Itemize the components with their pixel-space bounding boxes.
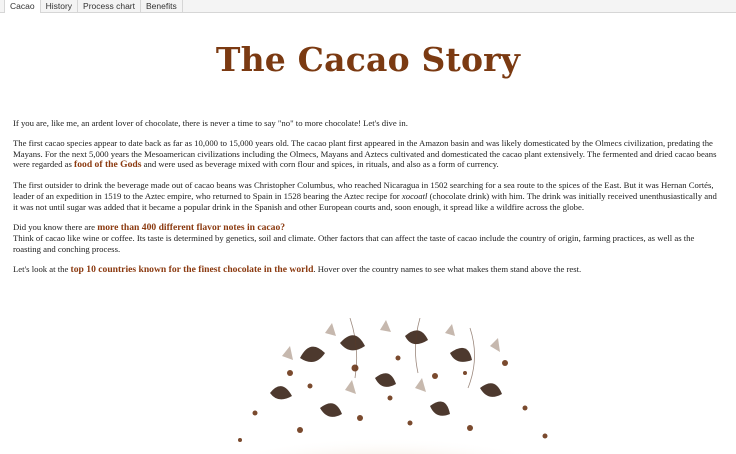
flavor-paragraph <box>13 222 723 255</box>
tab-cacao[interactable]: Cacao <box>4 0 41 13</box>
europe-text-a: The first outsider to drink the beverage made out of cacao beans was Christopher Columbus, who reached Nicaragua in 1502 searching for a sea route to the spices of the East. But it was Hernan Cortés, leader of an expedition in 1519 to the Aztec empire, who returned to Spain in 1528 bearing the Aztec recipe for <box>13 180 714 201</box>
flavor-notes-highlight: more than 400 different flavor notes in cacao? <box>97 221 286 233</box>
tab-history[interactable]: History <box>41 0 78 12</box>
europe-paragraph <box>13 180 723 212</box>
origin-text-b: and were used as beverage mixed with corn flour and spices, in rituals, and also as a form of currency. <box>141 159 499 170</box>
page-title: The Cacao Story <box>215 40 521 79</box>
flavor-text-a: Did you know there are <box>13 221 98 232</box>
tab-process-chart[interactable]: Process chart <box>78 0 141 12</box>
origin-text-a: The first cacao species appear to date back as far as 10,000 to 15,000 years old. The cacao plant first appeared in the Amazon basin and was likely domesticated by the Olmecs civilization, predating the Mayans. For the next 5,000 years the Mesoamerican civilizations including the Olmecs, Mayans and Aztecs cultivated and domesticated the cacao plant extensively. The fermented and dried cacao beans were regarded as <box>13 137 717 170</box>
xocoatl-term: xocoatl <box>401 190 428 201</box>
tab-benefits[interactable]: Benefits <box>141 0 183 12</box>
food-of-gods-highlight: food of the Gods <box>74 159 142 171</box>
article-body <box>13 118 723 285</box>
europe-text-b: (chocolate drink) with him. The drink was initially received unenthusiastically and it was not until sugar was added that it became a popular drink in the Spanish and other European courts and, soon enough, it spread like a wildfire across the globe. <box>13 190 717 212</box>
intro-paragraph: If you are, like me, an ardent lover of chocolate, there is never a time to say "no" to more chocolate! Let's dive in. <box>13 118 408 128</box>
cacao-splash-illustration <box>150 318 610 454</box>
countries-text-b: . Hover over the country names to see what makes them stand above the rest. <box>313 263 582 274</box>
top-countries-highlight[interactable]: top 10 countries known for the finest chocolate in the world <box>70 263 314 275</box>
countries-text-a: Let's look at the <box>13 263 71 274</box>
flavor-text-b: Think of cacao like wine or coffee. Its taste is determined by genetics, soil and climate. Other factors that can affect the taste of cacao include the country of origin, farming practices, as well as the roasting and conching process. <box>13 233 695 255</box>
tab-bar <box>0 0 736 13</box>
countries-paragraph <box>13 264 723 276</box>
origin-paragraph <box>13 138 723 171</box>
